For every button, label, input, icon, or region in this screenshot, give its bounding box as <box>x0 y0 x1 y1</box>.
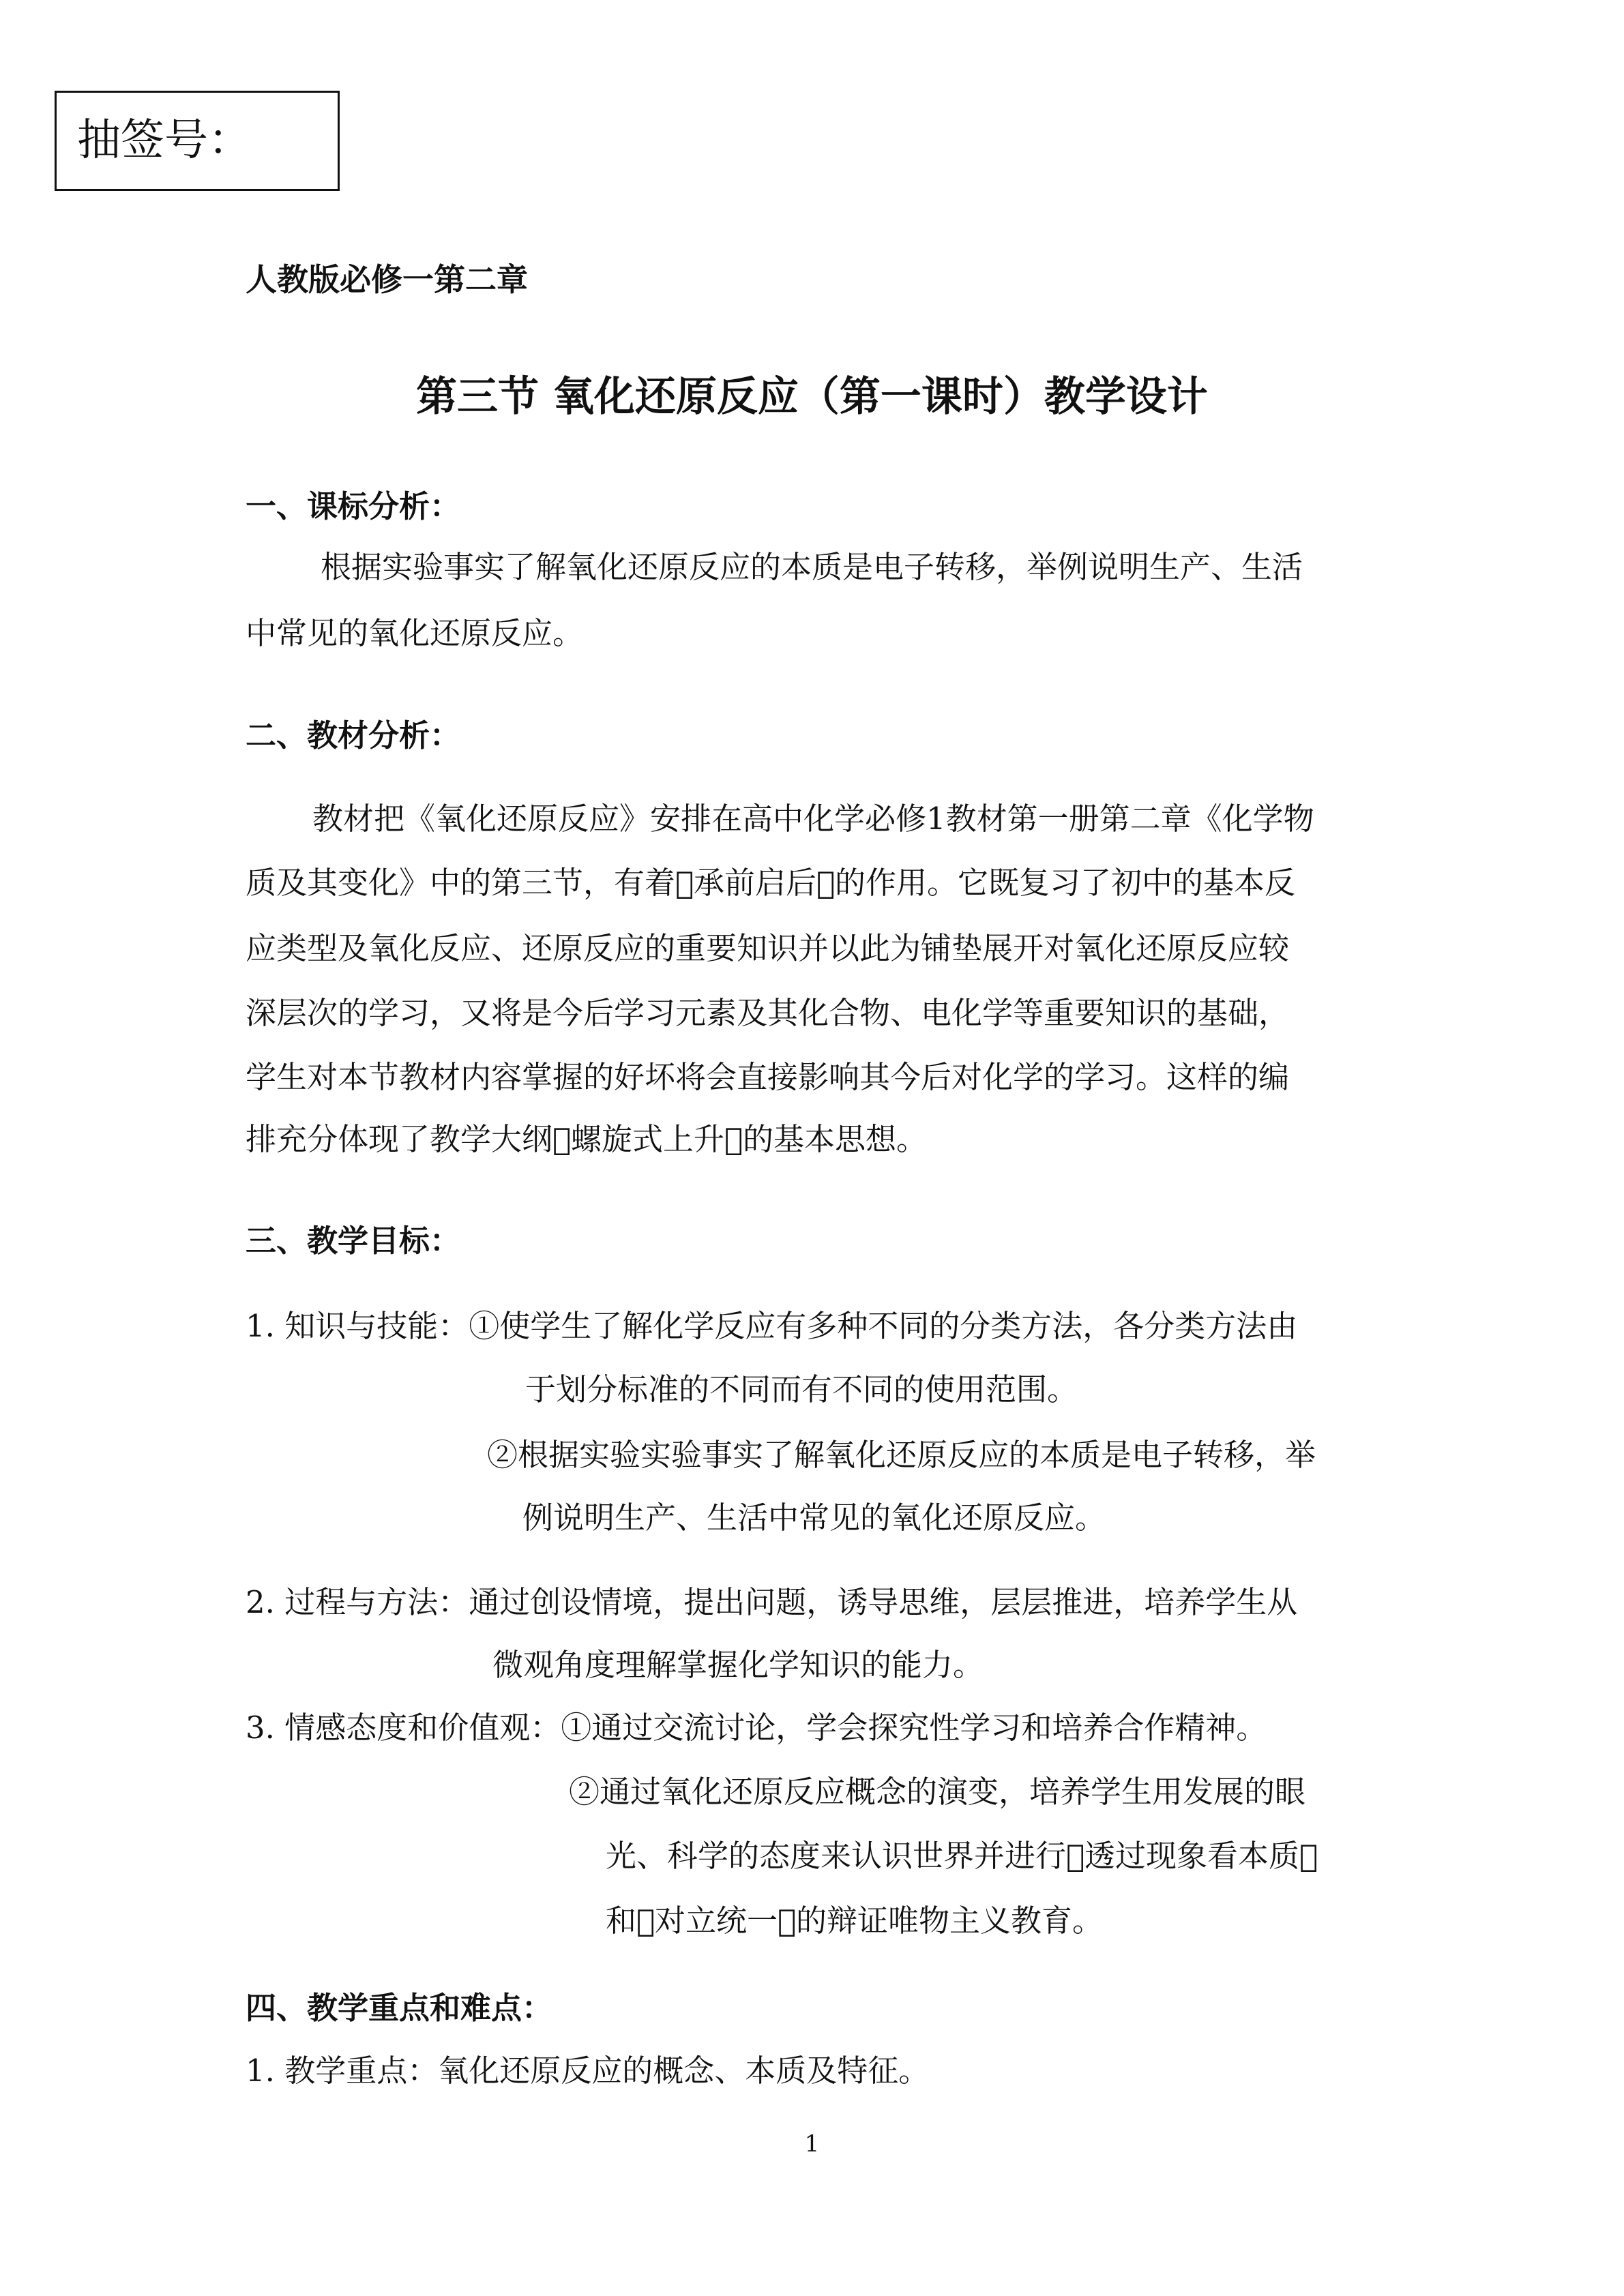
objective-item: 微观角度理解掌握化学知识的能力。 <box>492 1647 984 1683</box>
paragraph-line: 根据实验事实了解氧化还原反应的本质是电子转移，举例说明生产、生活 <box>321 549 1303 585</box>
section-heading-textbook: 二、教材分析： <box>246 717 461 754</box>
page-title: 第三节 氧化还原反应（第一课时）教学设计 <box>416 373 1208 421</box>
lot-number-box <box>55 91 340 191</box>
lot-number-label: 抽签号： <box>77 115 252 166</box>
paragraph-line: 深层次的学习，又将是今后学习元素及其化合物、电化学等重要知识的基础， <box>246 995 1290 1031</box>
objective-item: ②根据实验实验事实了解氧化还原反应的本质是电子转移，举 <box>487 1437 1316 1473</box>
section-heading-key-points: 四、教学重点和难点： <box>246 1990 553 2026</box>
objective-item: ②通过氧化还原反应概念的演变，培养学生用发展的眼 <box>569 1774 1306 1810</box>
objective-item: 和 对立统一 的辩证唯物主义教育。 <box>606 1903 1104 1939</box>
section-heading-curriculum: 一、课标分析： <box>246 488 461 524</box>
paragraph-line: 应类型及氧化反应、还原反应的重要知识并以此为铺垫展开对氧化还原反应较 <box>246 930 1290 966</box>
paragraph-line: 质及其变化》中的第三节，有着 承前启后 的作用。它既复习了初中的基本反 <box>246 865 1296 901</box>
paragraph-line: 教材把《氧化还原反应》安排在高中化学必修1教材第一册第二章《化学物 <box>312 801 1314 837</box>
textbook-chapter: 人教版必修一第二章 <box>246 261 528 298</box>
section-heading-objectives: 三、教学目标： <box>246 1223 461 1259</box>
objective-item: 例说明生产、生活中常见的氧化还原反应。 <box>522 1500 1106 1536</box>
paragraph-line: 中常见的氧化还原反应。 <box>246 615 584 651</box>
paragraph-line: 排充分体现了教学大纲 螺旋式上升 的基本思想。 <box>246 1121 928 1157</box>
key-point-item: 1. 教学重点：氧化还原反应的概念、本质及特征。 <box>246 2053 930 2089</box>
objective-item: 于划分标准的不同而有不同的使用范围。 <box>525 1371 1078 1407</box>
paragraph-line: 学生对本节教材内容掌握的好坏将会直接影响其今后对化学的学习。这样的编 <box>246 1059 1290 1095</box>
objective-item: 1. 知识与技能：①使学生了解化学反应有多种不同的分类方法，各分类方法由 <box>246 1308 1298 1344</box>
objective-item: 光、科学的态度来认识世界并进行 透过现象看本质  <box>606 1838 1318 1874</box>
page-number: 1 <box>804 2130 820 2158</box>
objective-item: 3. 情感态度和价值观：①通过交流讨论，学会探究性学习和培养合作精神。 <box>246 1710 1267 1746</box>
objective-item: 2. 过程与方法：通过创设情境，提出问题，诱导思维，层层推进，培养学生从 <box>246 1584 1298 1620</box>
